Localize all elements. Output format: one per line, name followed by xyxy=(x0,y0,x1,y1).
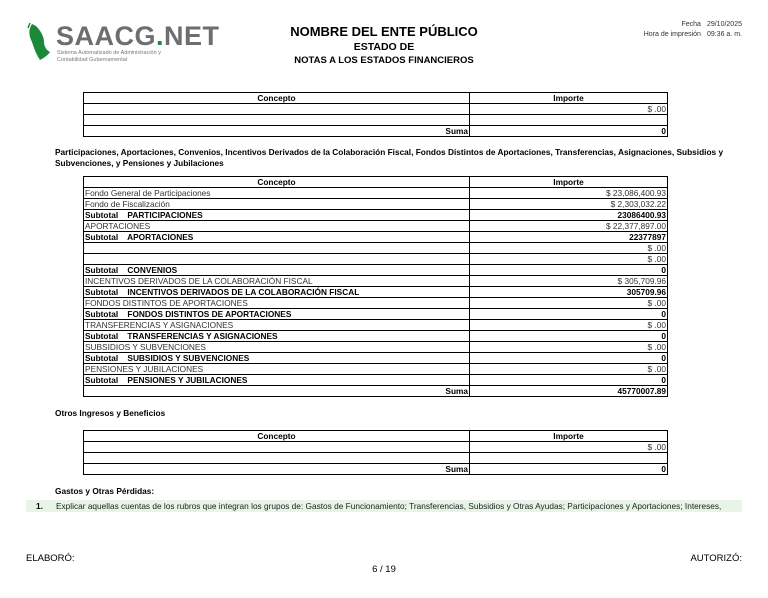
report-name: NOTAS A LOS ESTADOS FINANCIEROS xyxy=(294,55,474,66)
cell-importe: $ .00 xyxy=(470,442,668,453)
cell-importe: 0 xyxy=(470,265,668,276)
subtotal-row xyxy=(84,353,668,364)
cell-concepto: Subtotal TRANSFERENCIAS Y ASIGNACIONES xyxy=(84,331,470,342)
sum-label: Suma xyxy=(84,126,470,137)
table-row xyxy=(84,221,668,232)
sum-label: Suma xyxy=(84,464,470,475)
elaboro-label: ELABORÓ: xyxy=(26,553,75,564)
subtotal-row xyxy=(84,287,668,298)
subtotal-row xyxy=(84,375,668,386)
sum-value: 45770007.89 xyxy=(470,386,668,397)
cell-concepto: TRANSFERENCIAS Y ASIGNACIONES xyxy=(84,320,470,331)
cell-importe: $ 22,377,897.00 xyxy=(470,221,668,232)
table-header xyxy=(84,177,668,188)
cell-concepto xyxy=(84,453,470,464)
table-row xyxy=(84,104,668,115)
table-participaciones xyxy=(83,176,668,397)
cell-concepto: Subtotal APORTACIONES xyxy=(84,232,470,243)
table-row xyxy=(84,276,668,287)
subtotal-row xyxy=(84,265,668,276)
table-row xyxy=(84,254,668,265)
cell-concepto: FONDOS DISTINTOS DE APORTACIONES xyxy=(84,298,470,309)
cell-concepto: APORTACIONES xyxy=(84,221,470,232)
cell-importe: 0 xyxy=(470,375,668,386)
cell-concepto: INCENTIVOS DERIVADOS DE LA COLABORACIÓN FISCAL xyxy=(84,276,470,287)
subtotal-row xyxy=(84,309,668,320)
brand-subtitle: Sistema Automatizado de Administración y Contabilidad Gubernamental xyxy=(57,50,161,63)
table-row xyxy=(84,188,668,199)
subtotal-row xyxy=(84,232,668,243)
cell-concepto xyxy=(84,442,470,453)
sum-row xyxy=(84,126,668,137)
cell-importe: $ .00 xyxy=(470,254,668,265)
cell-importe: $ .00 xyxy=(470,298,668,309)
cell-concepto xyxy=(84,104,470,115)
table-row xyxy=(84,442,668,453)
table-row xyxy=(84,199,668,210)
subtotal-row xyxy=(84,331,668,342)
cell-concepto: Subtotal PENSIONES Y JUBILACIONES xyxy=(84,375,470,386)
note-number: 1. xyxy=(36,501,43,511)
sum-value: 0 xyxy=(470,464,668,475)
date-value: 29/10/2025 xyxy=(706,21,742,28)
cell-concepto: Subtotal INCENTIVOS DERIVADOS DE LA COLABORACIÓN FISCAL xyxy=(84,287,470,298)
cell-importe: 0 xyxy=(470,309,668,320)
cell-importe: $ 23,086,400.93 xyxy=(470,188,668,199)
sum-value: 0 xyxy=(470,126,668,137)
table-otros-ingresos xyxy=(83,430,668,475)
print-meta xyxy=(638,20,742,40)
cell-importe: 305709.96 xyxy=(470,287,668,298)
time-label: Hora de impresión xyxy=(643,31,701,38)
time-value: 09:36 a. m. xyxy=(706,31,742,38)
cell-importe: 0 xyxy=(470,331,668,342)
sum-row xyxy=(84,464,668,475)
header-importe: Importe xyxy=(470,431,668,442)
table-row xyxy=(84,115,668,126)
table-row xyxy=(84,453,668,464)
report-subtitle: ESTADO DE xyxy=(353,41,415,53)
cell-importe: $ 2,303,032.22 xyxy=(470,199,668,210)
cell-concepto: PENSIONES Y JUBILACIONES xyxy=(84,364,470,375)
page-number: 6 / 19 xyxy=(372,564,396,575)
cell-concepto: Fondo de Fiscalización xyxy=(84,199,470,210)
header-importe: Importe xyxy=(470,177,668,188)
header-concepto: Concepto xyxy=(84,93,470,104)
cell-concepto xyxy=(84,243,470,254)
sum-label: Suma xyxy=(84,386,470,397)
table-row xyxy=(84,243,668,254)
header-importe: Importe xyxy=(470,93,668,104)
cell-concepto xyxy=(84,254,470,265)
cell-importe: $ 305,709.96 xyxy=(470,276,668,287)
cell-importe: $ .00 xyxy=(470,342,668,353)
date-label: Fecha xyxy=(681,21,701,28)
table-row xyxy=(84,298,668,309)
cell-concepto: Subtotal PARTICIPACIONES xyxy=(84,210,470,221)
cell-importe: 22377897 xyxy=(470,232,668,243)
cell-importe: $ .00 xyxy=(470,104,668,115)
section-participaciones-title: Participaciones, Aportaciones, Convenios, Incentivos Derivados de la Colaboración Fiscal, Fondos Distintos de Aportaciones, Transferencias, Asignaciones, Subsidios y Subvenciones, y Pensiones y Jubilaciones xyxy=(55,147,724,168)
table-row xyxy=(84,364,668,375)
cell-importe: 23086400.93 xyxy=(470,210,668,221)
note-text: Explicar aquellas cuentas de los rubros que integran los grupos de: Gastos de Funcionamiento; Transferencias, Subsidios y Otras Ayudas; Participaciones y Aportaciones; Intereses, xyxy=(56,501,722,511)
cell-importe: 0 xyxy=(470,353,668,364)
section-gastos-title: Gastos y Otras Pérdidas: xyxy=(55,486,155,496)
sum-row xyxy=(84,386,668,397)
cell-importe: $ .00 xyxy=(470,320,668,331)
cell-importe xyxy=(470,115,668,126)
cell-concepto xyxy=(84,115,470,126)
cell-concepto: SUBSIDIOS Y SUBVENCIONES xyxy=(84,342,470,353)
note-item xyxy=(26,500,742,512)
cell-importe: $ .00 xyxy=(470,364,668,375)
table-header xyxy=(84,431,668,442)
cell-concepto: Fondo General de Participaciones xyxy=(84,188,470,199)
autorizo-label: AUTORIZÓ: xyxy=(690,553,742,564)
table-row xyxy=(84,320,668,331)
table-row xyxy=(84,342,668,353)
cell-concepto: Subtotal FONDOS DISTINTOS DE APORTACIONES xyxy=(84,309,470,320)
header-concepto: Concepto xyxy=(84,177,470,188)
cell-concepto: Subtotal CONVENIOS xyxy=(84,265,470,276)
entity-title: NOMBRE DEL ENTE PÚBLICO xyxy=(290,24,478,39)
brand-name: SAACG.NET xyxy=(56,21,220,51)
table-1 xyxy=(83,92,668,137)
cell-concepto: Subtotal SUBSIDIOS Y SUBVENCIONES xyxy=(84,353,470,364)
cell-importe xyxy=(470,453,668,464)
header-concepto: Concepto xyxy=(84,431,470,442)
cell-importe: $ .00 xyxy=(470,243,668,254)
section-otros-ingresos-title: Otros Ingresos y Beneficios xyxy=(55,408,166,418)
subtotal-row xyxy=(84,210,668,221)
table-header xyxy=(84,93,668,104)
